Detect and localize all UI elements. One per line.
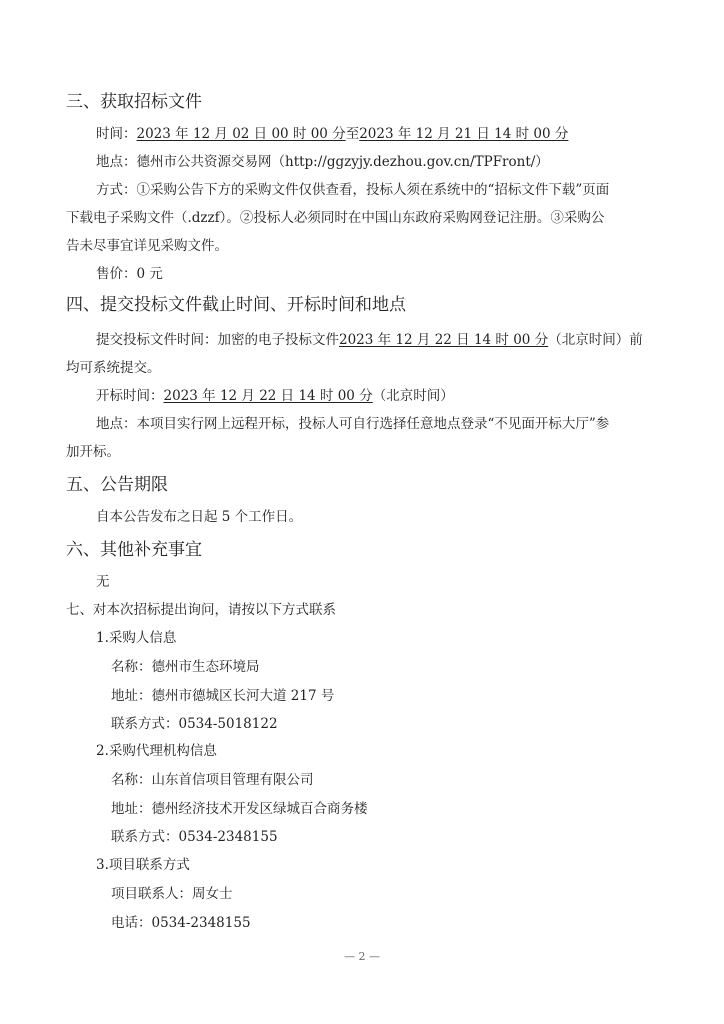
submit-time — [96, 331, 643, 349]
acquire-time — [96, 125, 568, 143]
time-start: 2023 年 12 月 02 日 00 时 00 分 — [136, 126, 346, 142]
open-time — [96, 387, 454, 405]
time-label: 时间： — [96, 126, 137, 142]
agency-address: 地址：德州经济技术开发区绿城百合商务楼 — [111, 801, 368, 817]
purchaser-title: 1.采购人信息 — [96, 630, 177, 646]
agency-contact: 联系方式：0534-2348155 — [111, 829, 278, 845]
open-prefix: 开标时间： — [96, 388, 164, 404]
project-contact-title: 3.项目联系方式 — [96, 857, 190, 873]
acquire-method-line-2: 下载电子采购文件（.dzzf）。②投标人必须同时在中国山东政府采购网登记注册。③采购公 — [66, 210, 605, 226]
submit-date: 2023 年 12 月 22 日 14 时 00 分 — [339, 332, 549, 348]
submit-suffix: （北京时间）前 — [548, 332, 643, 348]
open-place-line-2: 加开标。 — [66, 444, 120, 460]
section-7-heading: 七、对本次招标提出询问，请按以下方式联系 — [66, 602, 336, 618]
announcement-period: 自本公告发布之日起 5 个工作日。 — [96, 509, 303, 525]
supplementary-matters: 无 — [96, 574, 110, 590]
project-contact-person: 项目联系人：周女士 — [111, 886, 233, 902]
open-suffix: （北京时间） — [372, 388, 454, 404]
time-mid: 至 — [345, 126, 360, 142]
submit-time-line-2: 均可系统提交。 — [66, 360, 161, 376]
acquire-method-line-1: 方式：①采购公告下方的采购文件仅供查看，投标人须在系统中的“招标文件下载”页面 — [96, 182, 610, 198]
section-3-heading: 三、获取招标文件 — [66, 92, 202, 112]
open-place-line-1: 地点：本项目实行网上远程开标，投标人可自行选择任意地点登录“不见面开标大厅”参 — [96, 416, 610, 432]
purchaser-address: 地址：德州市德城区长河大道 217 号 — [111, 688, 335, 704]
acquire-place: 地点：德州市公共资源交易网（http://ggzyjy.dezhou.gov.cn/TPFront/） — [96, 154, 549, 170]
acquire-price: 售价：0 元 — [96, 266, 163, 282]
page-number: — 2 — — [344, 950, 380, 963]
project-contact-phone: 电话：0534-2348155 — [111, 915, 251, 931]
purchaser-contact: 联系方式：0534-5018122 — [111, 716, 278, 732]
section-6-heading: 六、其他补充事宜 — [66, 540, 202, 560]
section-5-heading: 五、公告期限 — [66, 475, 168, 495]
purchaser-name: 名称：德州市生态环境局 — [111, 659, 260, 675]
open-date: 2023 年 12 月 22 日 14 时 00 分 — [163, 388, 373, 404]
agency-name: 名称：山东首信项目管理有限公司 — [111, 772, 314, 788]
section-4-heading: 四、提交投标文件截止时间、开标时间和地点 — [66, 295, 406, 315]
time-end: 2023 年 12 月 21 日 14 时 00 分 — [359, 126, 569, 142]
acquire-method-line-3: 告未尽事宜详见采购文件。 — [66, 238, 228, 254]
agency-title: 2.采购代理机构信息 — [96, 743, 217, 759]
submit-prefix: 提交投标文件时间：加密的电子投标文件 — [96, 332, 339, 348]
